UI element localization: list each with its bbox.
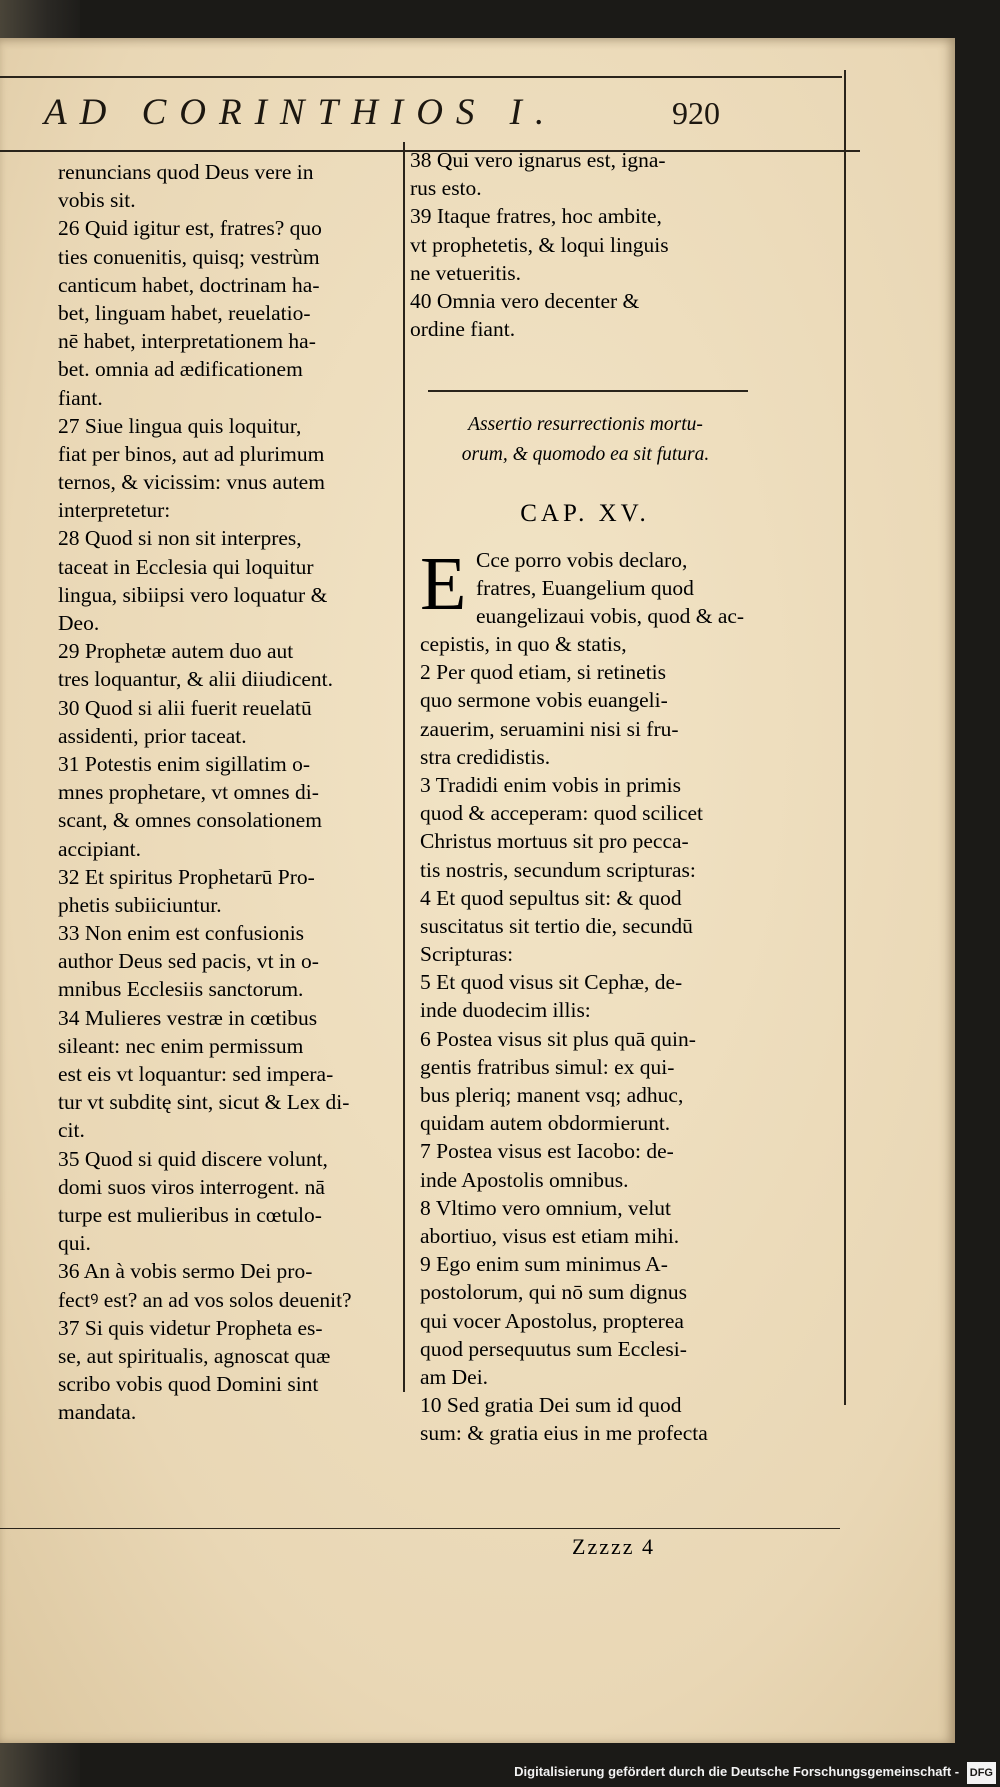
text-line: scant, & omnes consolationem xyxy=(58,808,322,833)
text-line: 38 Qui vero ignarus est, igna- xyxy=(410,148,666,172)
digitization-credit-text: Digitalisierung gefördert durch die Deutsche Forschungsgemeinschaft - xyxy=(514,1764,960,1779)
text-line: 33 Non enim est confusionis xyxy=(58,921,305,946)
text-line: 26 Quid igitur est, fratres? quo xyxy=(58,216,322,241)
text-line: cepistis, in quo & statis, xyxy=(420,632,627,656)
text-line: taceat in Ecclesia qui loquitur xyxy=(58,554,314,579)
text-line: se, aut spiritualis, agnoscat quæ xyxy=(58,1343,331,1368)
drop-cap-initial: E xyxy=(420,542,467,626)
right-frame-rule xyxy=(844,70,846,1405)
text-line: Cce porro vobis declaro, xyxy=(476,548,688,572)
text-line: inde duodecim illis: xyxy=(420,998,591,1023)
text-line: vobis sit. xyxy=(58,188,136,213)
text-line: phetis subiiciuntur. xyxy=(58,892,222,917)
text-line: sileant: nec enim permissum xyxy=(58,1033,304,1058)
text-line: 9 Ego enim sum minimus A- xyxy=(420,1252,668,1277)
page-number: 920 xyxy=(672,95,720,131)
text-line: 31 Potestis enim sigillatim o- xyxy=(58,751,311,776)
text-line: 8 Vltimo vero omnium, velut xyxy=(420,1195,672,1220)
text-line: 32 Et spiritus Prophetarū Pro- xyxy=(58,864,315,889)
text-line: 30 Quod si alii fuerit reuelatū xyxy=(58,695,312,720)
dfg-logo-badge: DFG xyxy=(967,1762,996,1784)
text-line: est eis vt loquantur: sed impera- xyxy=(58,1062,334,1086)
text-line: tur vt subditę sint, sicut & Lex di- xyxy=(58,1090,350,1115)
text-line: abortiuo, visus est etiam mihi. xyxy=(420,1223,680,1248)
right-text-column-top xyxy=(410,146,762,343)
running-header-title: AD CORINTHIOS I. xyxy=(44,92,558,133)
text-line: inde Apostolis omnibus. xyxy=(420,1167,629,1192)
text-line: Deo. xyxy=(58,611,100,635)
text-line: am Dei. xyxy=(420,1364,489,1389)
text-line: postolorum, qui nō sum dignus xyxy=(420,1280,687,1305)
text-line: 37 Si quis videtur Propheta es- xyxy=(58,1315,323,1340)
text-line: gentis fratribus simul: ex qui- xyxy=(420,1054,675,1079)
text-line: mandata. xyxy=(58,1400,137,1425)
text-line: ne vetueritis. xyxy=(410,260,522,285)
text-line: bet, linguam habet, reuelatio- xyxy=(58,300,311,325)
text-line: bet. omnia ad ædificationem xyxy=(58,357,303,382)
text-line: mnes prophetare, vt omnes di- xyxy=(58,780,319,805)
text-line: author Deus sed pacis, vt in o- xyxy=(58,949,319,974)
text-line: mnibus Ecclesiis sanctorum. xyxy=(58,977,304,1002)
chapter-summary-rubric xyxy=(408,410,763,470)
text-line: renuncians quod Deus vere in xyxy=(58,160,314,184)
text-line: Christus mortuus sit pro pecca- xyxy=(420,829,689,854)
text-line: 2 Per quod etiam, si retinetis xyxy=(420,660,667,685)
text-line: sum: & gratia eius in me profecta xyxy=(420,1421,708,1446)
text-line: bus pleriq; manent vsq; adhuc, xyxy=(420,1083,684,1107)
text-line: canticum habet, doctrinam ha- xyxy=(58,272,320,297)
text-line: 4 Et quod sepultus sit: & quod xyxy=(420,885,682,910)
text-line: quidam autem obdormierunt. xyxy=(420,1111,671,1136)
left-text-column xyxy=(58,158,396,1426)
text-line: 40 Omnia vero decenter & xyxy=(410,288,640,313)
text-line: fiat per binos, aut ad plurimum xyxy=(58,441,325,466)
text-line: domi suos viros interrogent. nā xyxy=(58,1174,325,1199)
column-divider xyxy=(403,142,405,1392)
text-line: 7 Postea visus est Iacobo: de- xyxy=(420,1139,674,1164)
text-line: vt prophetetis, & loqui linguis xyxy=(410,232,669,257)
rubric-line: Assertio resurrectionis mortu- xyxy=(468,414,703,435)
text-line: tis nostris, secundum scripturas: xyxy=(420,857,696,882)
text-line: 5 Et quod visus sit Cephæ, de- xyxy=(420,970,683,995)
chapter-title: CAP. XV. xyxy=(520,500,650,527)
text-line: assidenti, prior taceat. xyxy=(58,723,247,748)
text-line: Scripturas: xyxy=(420,942,514,967)
text-line: 29 Prophetæ autem duo aut xyxy=(58,639,294,664)
text-line: quod & acceperam: quod scilicet xyxy=(420,801,703,826)
text-line: ternos, & vicissim: vnus autem xyxy=(58,470,325,495)
text-line: 27 Siue lingua quis loquitur, xyxy=(58,413,302,438)
text-line: ordine fiant. xyxy=(410,317,516,342)
section-rule xyxy=(428,390,748,392)
text-line: qui vocer Apostolus, propterea xyxy=(420,1308,684,1333)
text-line: 6 Postea visus sit plus quā quin- xyxy=(420,1026,696,1051)
right-text-column-body xyxy=(420,630,766,1447)
text-line: rus esto. xyxy=(410,176,482,201)
text-line: zauerim, seruamini nisi si fru- xyxy=(420,716,679,741)
text-line: turpe est mulieribus in cœtulo- xyxy=(58,1202,322,1227)
text-line: quod persequutus sum Ecclesi- xyxy=(420,1336,687,1361)
text-line: 3 Tradidi enim vobis in primis xyxy=(420,772,682,797)
printer-signature-mark: Zzzzz 4 xyxy=(572,1534,655,1559)
header-top-rule xyxy=(0,76,842,78)
bottom-rule xyxy=(0,1528,840,1529)
rubric-line: orum, & quomodo ea sit futura. xyxy=(461,444,710,465)
text-line: accipiant. xyxy=(58,836,141,861)
text-line: scribo vobis quod Domini sint xyxy=(58,1372,319,1397)
text-line: ties conuenitis, quisq; vestrùm xyxy=(58,244,320,269)
text-line: nē habet, interpretationem ha- xyxy=(58,329,316,354)
text-line: qui. xyxy=(58,1231,91,1256)
text-line: suscitatus sit tertio die, secundū xyxy=(420,913,693,938)
text-line: euangelizaui vobis, quod & ac- xyxy=(476,604,745,629)
right-text-initial-lines xyxy=(476,546,766,631)
text-line: quo sermone vobis euangeli- xyxy=(420,688,668,713)
text-line: 10 Sed gratia Dei sum id quod xyxy=(420,1393,682,1418)
text-line: 34 Mulieres vestræ in cœtibus xyxy=(58,1005,318,1030)
text-line: cit. xyxy=(58,1118,85,1143)
text-line: 28 Quod si non sit interpres, xyxy=(58,526,302,551)
text-line: stra credidistis. xyxy=(420,744,551,769)
digitization-credit xyxy=(514,1761,996,1783)
text-line: fiant. xyxy=(58,385,103,410)
text-line: 36 An à vobis sermo Dei pro- xyxy=(58,1259,313,1284)
text-line: 39 Itaque fratres, hoc ambite, xyxy=(410,204,662,229)
text-line: interpretetur: xyxy=(58,498,171,523)
text-line: 35 Quod si quid discere volunt, xyxy=(58,1146,328,1171)
text-line: fratres, Euangelium quod xyxy=(476,576,694,601)
text-line: lingua, sibiipsi vero loquatur & xyxy=(58,582,328,607)
text-line: fectꝰ est? an ad vos solos deuenit? xyxy=(58,1287,352,1312)
text-line: tres loquantur, & alii diiudicent. xyxy=(58,667,333,692)
